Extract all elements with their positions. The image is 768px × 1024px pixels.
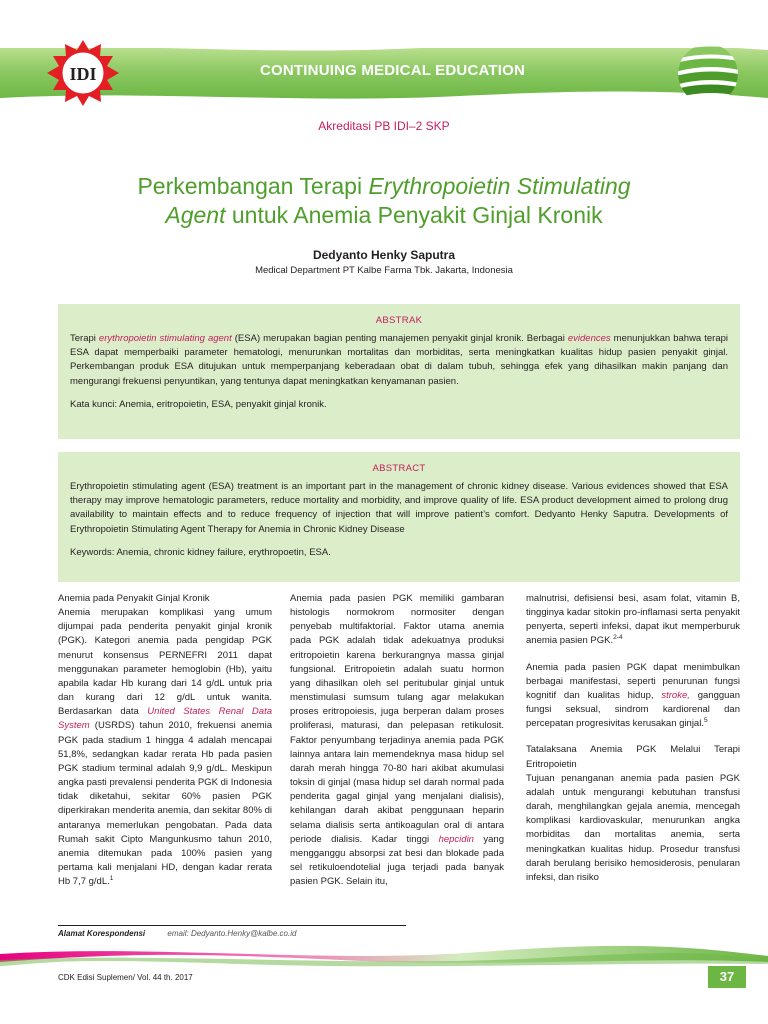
band-title: CONTINUING MEDICAL EDUCATION (260, 62, 526, 79)
author-name: Dedyanto Henky Saputra (312, 248, 456, 262)
page-number: 37 (708, 966, 746, 988)
abstrak-text-3: menunjukkan bahwa terapi ESA dapat memperbaiki parameter hematologi, menurunkan mortalitas dan morbiditas, serta meningkatkan kualitas hidup pasien penyakit ginjal. Perkembangan produk ESA ditujukan untuk memperpanjang keberadaan obat di dalam tubuh, sehingga efek yang dihasilkan makin panjang dan mengurangi frekuensi penyuntikan, yang tentunya dapat meningkatkan kenyamanan pasien. (70, 333, 729, 387)
title-part-1: Perkembangan Terapi (137, 173, 369, 199)
col3-text-a: malnutrisi, defisiensi besi, asam folat, vitamin B, tingginya kadar sitokin pro-inflamasi serta penyakit penyerta, seperti infeksi, dapat ikut memperburuk anemia pasien PGK. (526, 593, 740, 647)
section-heading-anemia: Anemia pada Penyakit Ginjal Kronik (58, 593, 210, 604)
col3-paragraph-1 (526, 592, 740, 649)
idi-logo-text: IDI (69, 64, 97, 84)
col3-paragraph-2 (526, 661, 740, 732)
correspondence-label: Alamat Korespondensi (58, 929, 146, 938)
title-italic-1: Erythropoietin Stimulating (368, 173, 631, 199)
title-italic-2: Agent (165, 202, 226, 228)
col1-citation: 1 (109, 874, 114, 882)
col3-spacer-2 (526, 731, 740, 743)
abstrak-italic-2: evidences (567, 333, 611, 344)
abstrak-box (58, 304, 740, 439)
col1-paragraph (58, 606, 272, 889)
abstract-heading: ABSTRACT (372, 463, 426, 474)
col2-italic: hepcidin (438, 833, 474, 845)
abstract-text: Erythropoietin stimulating agent (ESA) treatment is an important part in the management of chronic kidney disease. Various evidences showed that ESA therapy may improve hematologic parameters, reduce mortality and morbidity, and improve quality of life. ESA product development aimed to prolong drug availability to maintain effects and to reduce frequency of injection that will improve patient’s comfort. Dedyanto Henky Saputra. Developments of Erythropoietin Stimulating Agent Therapy for Anemia in Chronic Kidney Disease (70, 481, 728, 535)
globe-logo-icon (676, 42, 740, 106)
body-column-3 (526, 592, 740, 885)
correspondence (58, 929, 296, 938)
abstrak-heading: ABSTRAK (375, 315, 423, 326)
author-affiliation: Medical Department PT Kalbe Farma Tbk. Jakarta, Indonesia (255, 265, 513, 276)
col2-paragraph (290, 592, 504, 889)
col2-text-a: Anemia pada pasien PGK memiliki gambaran histologis normokrom normositer dengan penyebab multifaktorial. Faktor utama anemia pada PGK adalah tidak adekuatnya produksi eritropoietin karena berkurangnya massa ginjal fungsional. Eritropoietin adalah suatu hormon yang dihasilkan oleh sel peritubular ginjal untuk menstimulasi sumsum tulang agar melakukan proses eritropoiesis, juga berperan dalam proses proliferasi, maturasi, dan pelepasan retikulosit. Faktor penyumbang terjadinya anemia pada PGK lainnya antara lain memendeknya masa hidup sel darah merah hingga 70-80 hari akibat akumulasi toksin di ginjal (masa hidup sel darah normal pada penderita gagal ginjal yang menjalani dialisis), kehilangan darah akibat penggunaan heparin selama dialisis serta antikoagulan oral di antara periode dialisis. Kadar tinggi (290, 593, 504, 845)
footer-band (0, 942, 768, 970)
correspondence-email[interactable]: email: Dedyanto.Henky@kalbe.co.id (167, 929, 297, 938)
abstract-box (58, 452, 740, 582)
col3-citation-b: 5 (703, 717, 708, 725)
abstrak-text (70, 332, 728, 389)
col3-text-b1: Anemia pada pasien PGK dapat menimbulkan berbagai manifestasi, seperti penurunan fungsi kognitif dan kualitas hidup, (526, 661, 740, 701)
accreditation-label: Akreditasi PB IDI–2 SKP (318, 119, 450, 133)
abstrak-text-1: Terapi (70, 333, 99, 344)
body-column-1 (58, 592, 272, 889)
section-heading-tatalaksana: Tatalaksana Anemia PGK Melalui Terapi Eritropoietin (526, 744, 740, 770)
abstrak-italic-1: erythropoietin stimulating agent (98, 333, 232, 344)
col1-italic: United States Renal Data System (58, 706, 272, 732)
col3-spacer-1 (526, 649, 740, 661)
col1-text-b: (USRDS) tahun 2010, frekuensi anemia PGK pada stadium 1 hingga 4 adalah mencapai 51,8%, sedangkan kadar rerata Hb pada pasien PGK stadium terminal adalah 9,9 g/dL. Meskipun angka pasti prevalensi penderita PGK di Indonesia tidak diketahui, sekitar 60% pasien PGK diperkirakan menderita anemia, dan sekitar 80% di antaranya memerlukan pengobatan. Pada data Rumah sakit Cipto Mangunkusmo tahun 2010, anemia ditemukan pada 100% pasien yang pertama kali menjalani HD, dengan kadar rerata Hb 7,7 g/dL. (58, 720, 272, 888)
abstrak-keywords: Kata kunci: Anemia, eritropoietin, ESA, penyakit ginjal kronik. (70, 398, 327, 410)
idi-logo-icon (45, 38, 121, 108)
col3-paragraph-3: Tujuan penanganan anemia pada pasien PGK adalah untuk mengurangi kebutuhan transfusi darah, menghilangkan gejala anemia, mencegah komplikasi kardiovaskular, menurunkan angka morbiditas dan mortalitas anemia, serta meningkatkan kualitas hidup. Prosedur transfusi darah berulang berisiko hemosiderosis, penularan infeksi, dan risiko (526, 772, 740, 883)
footnote-rule (58, 925, 406, 926)
title-part-2: untuk Anemia Penyakit Ginjal Kronik (225, 202, 603, 228)
col2-text-b: yang mengganggu absorpsi zat besi dan blokade pada sel retikuloendotelial juga terjadi pada banyak pasien PGK. Selain itu, (290, 833, 504, 888)
col3-text-b2: gangguan fungsi seksual, sindrom kardiorenal dan percepatan progresivitas kerusakan ginjal. (526, 689, 740, 730)
abstract-keywords: Keywords: Anemia, chronic kidney failure, erythropoetin, ESA. (70, 546, 331, 558)
abstrak-text-2: (ESA) merupakan bagian penting manajemen penyakit ginjal kronik. Berbagai (231, 333, 568, 344)
journal-info: CDK Edisi Suplemen/ Vol. 44 th. 2017 (58, 973, 193, 982)
col1-text-a: Anemia merupakan komplikasi yang umum dijumpai pada penderita penyakit ginjal kronik (PGK). Kategori anemia pada pengidap PGK menurut konsensus PERNEFRI 2011 dapat menggunakan parameter hemoglobin (Hb), yaitu apabila kadar Hb kurang dari 14 g/dL untuk pria dan kurang dari 12 g/dL untuk wanita. Berdasarkan data (58, 607, 272, 718)
col3-citation-a: 2-4 (613, 634, 623, 642)
body-column-2 (290, 592, 504, 889)
article-title (40, 172, 728, 230)
col3-italic: stroke, (661, 689, 690, 701)
